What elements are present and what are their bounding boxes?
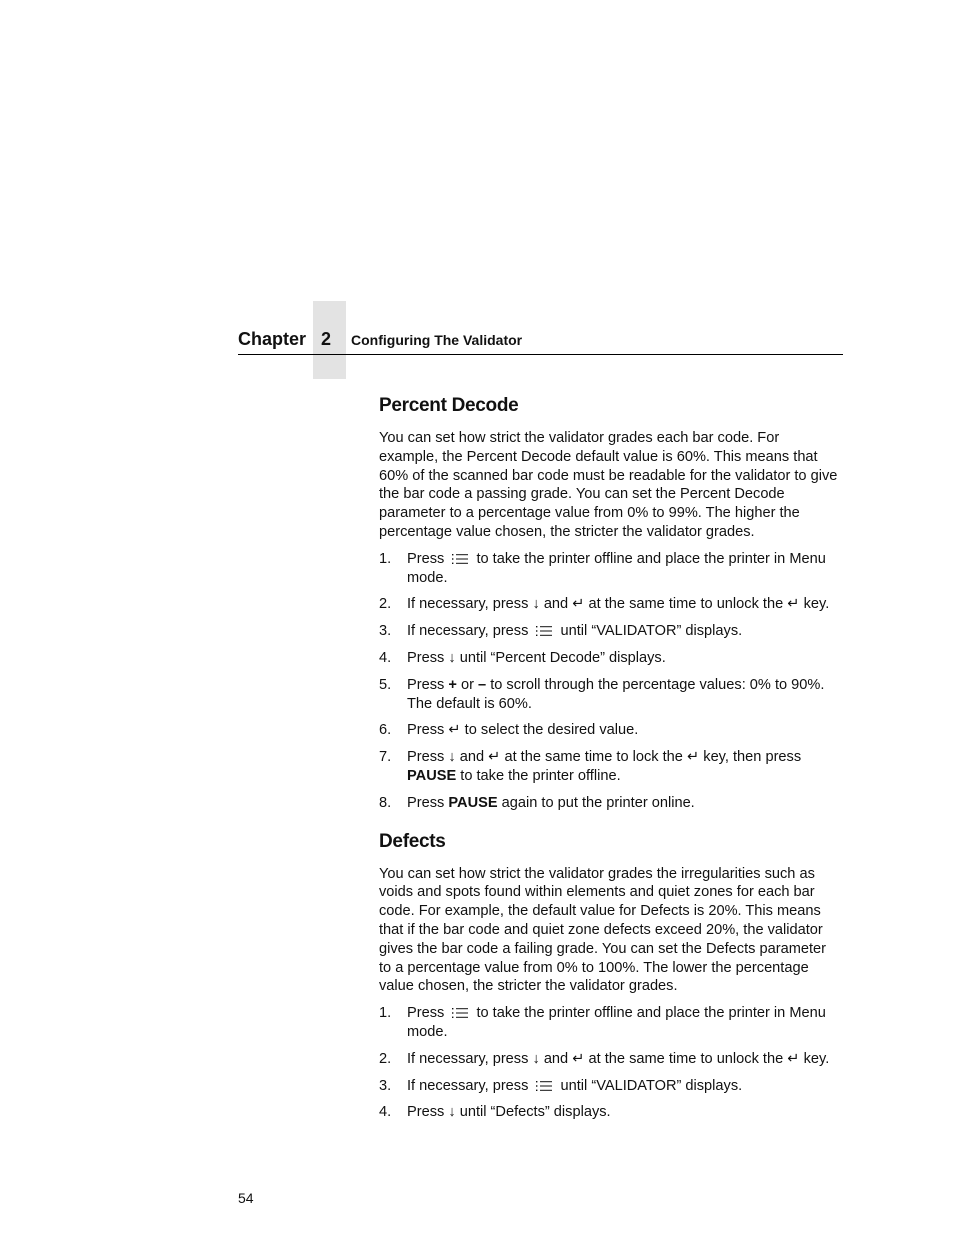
step-text: and [459,749,485,766]
list-item [379,748,841,786]
step-text: Press [407,794,445,811]
step-text: Press [407,749,445,766]
menu-key-icon [452,1006,468,1020]
list-item [379,550,841,588]
minus-key: – [478,676,487,693]
down-arrow-icon: ↓ [448,1104,456,1121]
pause-key: PAUSE [407,767,457,784]
enter-key-icon: ↵ [787,596,800,613]
defects-steps [379,1004,841,1122]
down-arrow-icon: ↓ [448,749,456,766]
step-number: 7. [379,749,392,766]
enter-key-icon: ↵ [686,749,700,766]
enter-key-icon: ↵ [448,722,461,739]
step-number: 3. [379,1077,392,1094]
step-text: key, then press [703,749,802,766]
step-text: If necessary, press [407,596,529,613]
list-item [379,1077,841,1096]
defects-intro: You can set how strict the validator grades the irregularities such as voids and spots found within elements and quiet zones for each bar code. For example, the default value for Defects is 20%. This means that if the bar code and quiet zone defects exceed 20%, the validator gives the bar code a failing grade. You can set the Defects parameter to a percentage value from 0% to 100%. The lower the percentage value chosen, the stricter the validator grades. [379,865,827,995]
step-text: again to put the printer online. [501,794,695,811]
enter-key-icon: ↵ [787,1050,800,1067]
enter-key-icon: ↵ [572,1050,585,1067]
step-number: 4. [379,649,392,666]
step-text: Press [407,722,445,739]
step-text: key. [803,596,830,613]
list-item [379,649,841,668]
chapter-number: 2 [321,329,332,349]
step-text: If necessary, press [407,623,529,640]
step-text: Press [407,1005,445,1022]
down-arrow-icon: ↓ [448,649,456,666]
step-number: 1. [379,1005,392,1022]
step-text: and [543,1050,569,1067]
step-text: Press [407,676,445,693]
step-number: 8. [379,794,392,811]
step-number: 2. [379,596,392,613]
menu-key-icon [452,552,468,566]
step-text: at the same time to unlock the [588,1050,784,1067]
step-text: Press [407,649,445,666]
pause-key: PAUSE [448,794,498,811]
percent-decode-steps [379,550,841,813]
list-item [379,676,841,714]
step-number: 2. [379,1050,392,1067]
step-text: to take the printer offline and place the printer in Menu mode. [407,1005,826,1040]
step-text: and [543,596,569,613]
list-item [379,595,841,614]
chapter-label: Chapter [238,329,307,349]
chapter-title: Configuring The Validator [351,332,523,348]
enter-key-icon: ↵ [488,749,501,766]
section-title-defects: Defects [379,830,446,852]
step-text: to take the printer offline and place the printer in Menu mode. [407,550,826,586]
step-number: 1. [379,550,392,567]
step-text: or [460,676,474,693]
step-text: at the same time to unlock the [588,596,784,613]
list-item [379,622,841,641]
step-text: to select the desired value. [464,722,639,739]
step-text: If necessary, press [407,1077,529,1094]
menu-key-icon [536,624,552,638]
list-item [379,1103,841,1122]
percent-decode-intro: You can set how strict the validator grades each bar code. For example, the Percent Decode default value is 60%. This means that 60% of the scanned bar code must be readable for the validator to give the bar code a passing grade. You can set the Percent Decode parameter to a percentage value from 0% to 99%. The higher the percentage value chosen, the stricter the validator grades. [379,430,838,540]
step-text: until “Percent Decode” displays. [459,649,666,666]
step-text: at the same time to lock the [504,749,683,766]
step-number: 6. [379,722,392,739]
list-item [379,1050,841,1069]
list-item [379,1004,841,1042]
step-text: If necessary, press [407,1050,529,1067]
down-arrow-icon: ↓ [532,596,540,613]
menu-key-icon [536,1079,552,1093]
step-text: Press [407,550,445,567]
plus-key: + [448,676,457,693]
header-rule [238,354,843,355]
step-text: key. [803,1050,830,1067]
page-number: 54 [238,1190,254,1206]
step-text: until “VALIDATOR” displays. [560,623,743,640]
step-text: Press [407,1104,445,1121]
section-title-percent-decode: Percent Decode [379,395,519,416]
step-number: 5. [379,676,392,693]
page-content [379,394,841,1130]
down-arrow-icon: ↓ [532,1050,540,1067]
step-text: until “VALIDATOR” displays. [560,1077,743,1094]
list-item [379,794,841,813]
step-text: to take the printer offline. [460,767,621,784]
step-number: 4. [379,1104,392,1121]
step-text: until “Defects” displays. [459,1104,611,1121]
enter-key-icon: ↵ [572,596,585,613]
step-number: 3. [379,623,392,640]
step-text: to scroll through the percentage values: 0% to 90%. The default is 60%. [407,676,825,712]
list-item [379,721,841,740]
